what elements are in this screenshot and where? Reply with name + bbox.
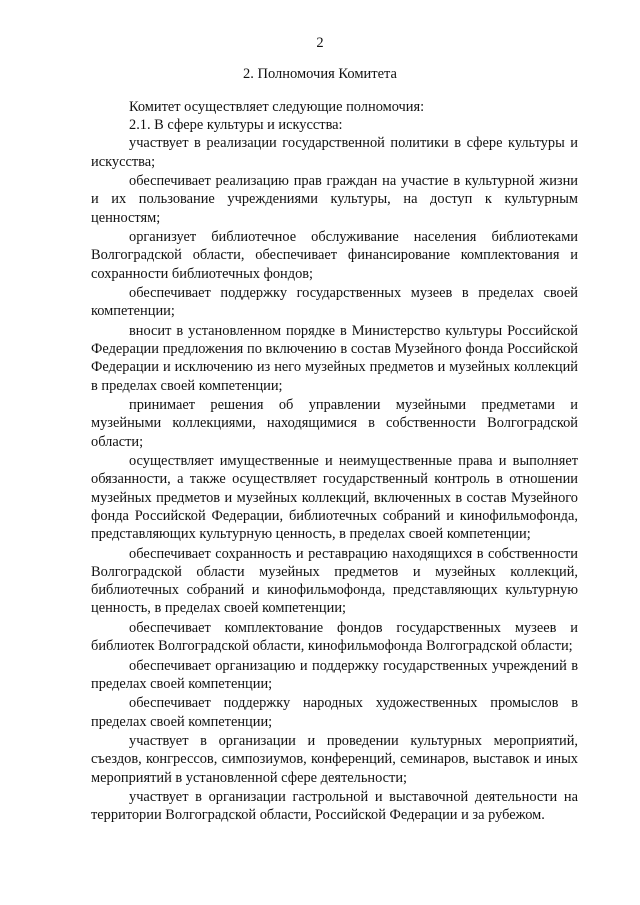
list-item-paragraph: обеспечивает сохранность и реставрацию находящихся в собственности Волгоградской области музейных предметов и музейных коллекций, библиотечных собраний и кинофильмофонда, представляющих культурную ценность, в пределах своей компетенции;: [91, 545, 578, 617]
page-number: 2: [316, 35, 324, 51]
list-item-paragraph: осуществляет имущественные и неимущественные права и выполняет обязанности, а также осуществляет государственный контроль в отношении музейных предметов и музейных коллекций, включенных в состав Музейного фонда Российской Федерации, библиотечных собраний и кинофильмофонда, представляющих культурную ценность, в пределах своей компетенции;: [91, 453, 578, 543]
list-item-paragraph: участвует в организации и проведении культурных мероприятий, съездов, конгрессов, симпозиумов, конференций, семинаров, выставок и иных мероприятий в установленной сфере деятельности;: [91, 733, 578, 786]
intro-paragraph: Комитет осуществляет следующие полномочия:: [129, 99, 425, 115]
list-item-paragraph: обеспечивает комплектование фондов государственных музеев и библиотек Волгоградской области, кинофильмофонда Волгоградской области;: [91, 619, 578, 655]
list-item-paragraph: вносит в установленном порядке в Министерство культуры Российской Федерации предложения по включению в состав Музейного фонда Российской Федерации и исключению из него музейных предметов и музейных коллекций в пределах своей компетенции;: [91, 323, 578, 394]
list-item-paragraph: обеспечивает поддержку государственных музеев в пределах своей компетенции;: [91, 285, 578, 320]
list-item-paragraph: обеспечивает поддержку народных художественных промыслов в пределах своей компетенции;: [91, 695, 578, 730]
list-item-paragraph: обеспечивает организацию и поддержку государственных учреждений в пределах своей компетенции;: [91, 657, 578, 692]
list-item-paragraph: организует библиотечное обслуживание населения библиотеками Волгоградской области, обеспечивает финансирование комплектования и сохранности библиотечных фондов;: [91, 229, 578, 282]
list-item-paragraph: участвует в реализации государственной политики в сфере культуры и искусства;: [91, 135, 578, 170]
document-body: [91, 98, 578, 825]
list-item-paragraph: принимает решения об управлении музейными предметами и музейными коллекциями, находящимися в собственности Волгоградской области;: [91, 397, 578, 450]
section-heading: 2. Полномочия Комитета: [243, 66, 397, 82]
list-item-paragraph: участвует в организации гастрольной и выставочной деятельности на территории Волгоградской области, Российской Федерации и за рубежом.: [91, 789, 578, 824]
list-item-paragraph: обеспечивает реализацию прав граждан на участие в культурной жизни и их пользование учреждениями культуры, на доступ к культурным ценностям;: [91, 173, 578, 226]
subsection-heading: 2.1. В сфере культуры и искусства:: [129, 117, 343, 134]
